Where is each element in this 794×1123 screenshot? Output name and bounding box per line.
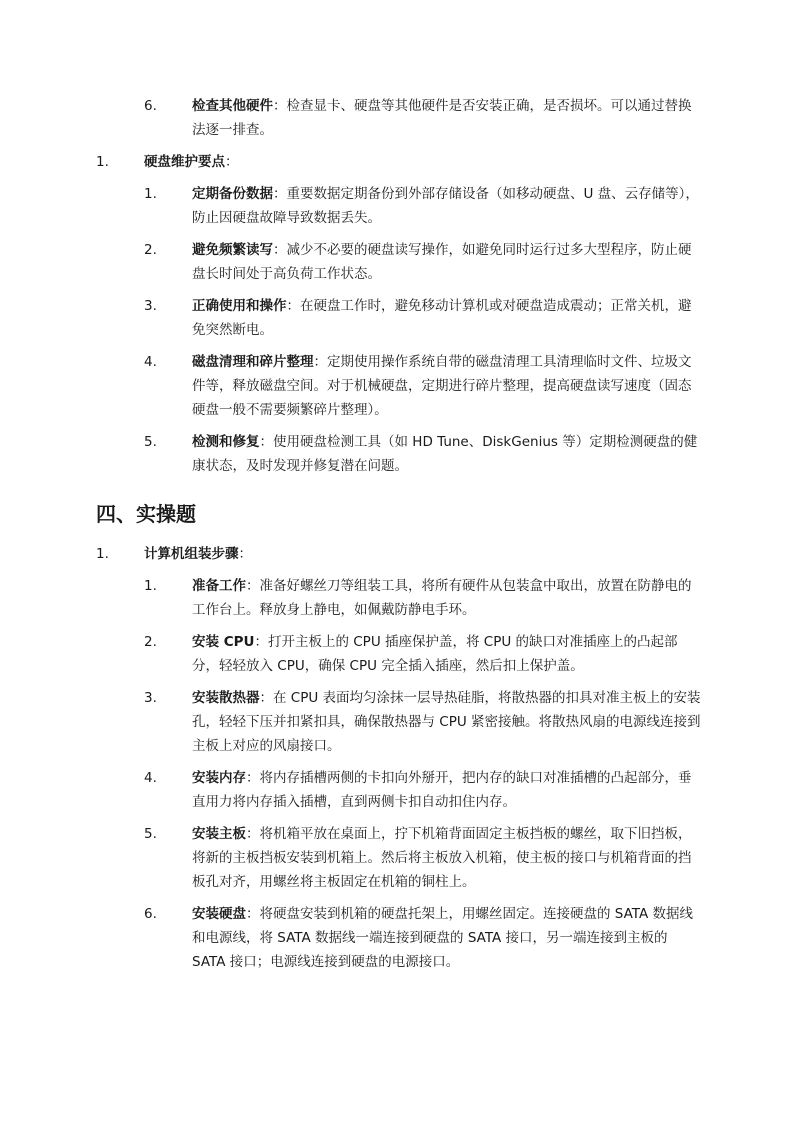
item-body: ：重要数据定期备份到外部存储设备（如移动硬盘、U 盘、云存储等），防止因硬盘故障导致数据丢失。 [192,186,699,226]
item-body: ：定期使用操作系统自带的磁盘清理工具清理临时文件、垃圾文件等，释放磁盘空间。对于机械硬盘，定期进行碎片整理，提高硬盘读写速度（固态硬盘一般不需要频繁碎片整理）。 [192,354,692,418]
item-body: ：将内存插槽两侧的卡扣向外掰开，把内存的缺口对准插槽的凸起部分，垂直用力将内存插入插槽，直到两侧卡扣自动扣住内存。 [192,770,692,810]
list-number: 6. [144,98,157,114]
list-text [192,822,702,894]
list-number: 4. [144,354,157,370]
item-term: 硬盘维护要点 [144,154,225,170]
list-text [144,150,704,174]
item-term: 检查其他硬件 [192,98,273,114]
item-term: 准备工作 [192,578,246,594]
list-text [192,238,702,286]
item-body: ： [225,154,239,170]
list-number: 5. [144,434,157,450]
item-body: ：将机箱平放在桌面上，拧下机箱背面固定主板挡板的螺丝，取下旧挡板，将新的主板挡板安装到机箱上。然后将主板放入机箱，使主板的接口与机箱背面的挡板孔对齐，用螺丝将主板固定在机箱的铜柱上。 [192,826,692,890]
item-term: 定期备份数据 [192,186,273,202]
item-body: ：打开主板上的 CPU 插座保护盖，将 CPU 的缺口对准插座上的凸起部分，轻轻放入 CPU，确保 CPU 完全插入插座，然后扣上保护盖。 [192,634,678,674]
list-text [192,630,702,678]
list-number: 1. [144,186,157,202]
list-number: 1. [96,154,109,170]
item-term: 避免频繁读写 [192,242,273,258]
list-number: 4. [144,770,157,786]
list-text [192,574,702,622]
list-number: 2. [144,242,157,258]
list-number: 3. [144,690,157,706]
list-number: 5. [144,826,157,842]
list-text [192,94,702,142]
list-number: 2. [144,634,157,650]
list-number: 6. [144,906,157,922]
list-text [192,350,702,422]
item-term: 磁盘清理和碎片整理 [192,354,314,370]
item-body: ：检查显卡、硬盘等其他硬件是否安装正确，是否损坏。可以通过替换法逐一排查。 [192,98,692,138]
item-body: ： [238,546,252,562]
item-body: ：在硬盘工作时，避免移动计算机或对硬盘造成震动；正常关机，避免突然断电。 [192,298,692,338]
list-text [192,686,702,758]
list-text [144,542,704,566]
item-term: 安装 CPU [192,634,255,650]
item-term: 安装主板 [192,826,246,842]
item-body: ：准备好螺丝刀等组装工具，将所有硬件从包装盒中取出，放置在防静电的工作台上。释放身上静电，如佩戴防静电手环。 [192,578,692,618]
list-text [192,182,702,230]
item-term: 安装散热器 [192,690,260,706]
section-heading: 四、实操题 [96,502,196,526]
item-body: ：使用硬盘检测工具（如 HD Tune、DiskGenius 等）定期检测硬盘的健康状态，及时发现并修复潜在问题。 [192,434,698,474]
list-number: 1. [144,578,157,594]
list-number: 3. [144,298,157,314]
item-body: ：减少不必要的硬盘读写操作，如避免同时运行过多大型程序，防止硬盘长时间处于高负荷工作状态。 [192,242,692,282]
list-text [192,430,702,478]
list-text [192,294,702,342]
item-term: 安装硬盘 [192,906,246,922]
list-text [192,902,702,974]
list-number: 1. [96,546,109,562]
item-term: 正确使用和操作 [192,298,287,314]
item-term: 检测和修复 [192,434,260,450]
item-body: ：将硬盘安装到机箱的硬盘托架上，用螺丝固定。连接硬盘的 SATA 数据线和电源线，将 SATA 数据线一端连接到硬盘的 SATA 接口，另一端连接到主板的 SATA 接口；电源线连接到硬盘的电源接口。 [192,906,694,970]
list-text [192,766,702,814]
item-term: 安装内存 [192,770,246,786]
item-body: ：在 CPU 表面均匀涂抹一层导热硅脂，将散热器的扣具对准主板上的安装孔，轻轻下压并扣紧扣具，确保散热器与 CPU 紧密接触。将散热风扇的电源线连接到主板上对应的风扇接口。 [192,690,701,754]
item-term: 计算机组装步骤 [144,546,239,562]
